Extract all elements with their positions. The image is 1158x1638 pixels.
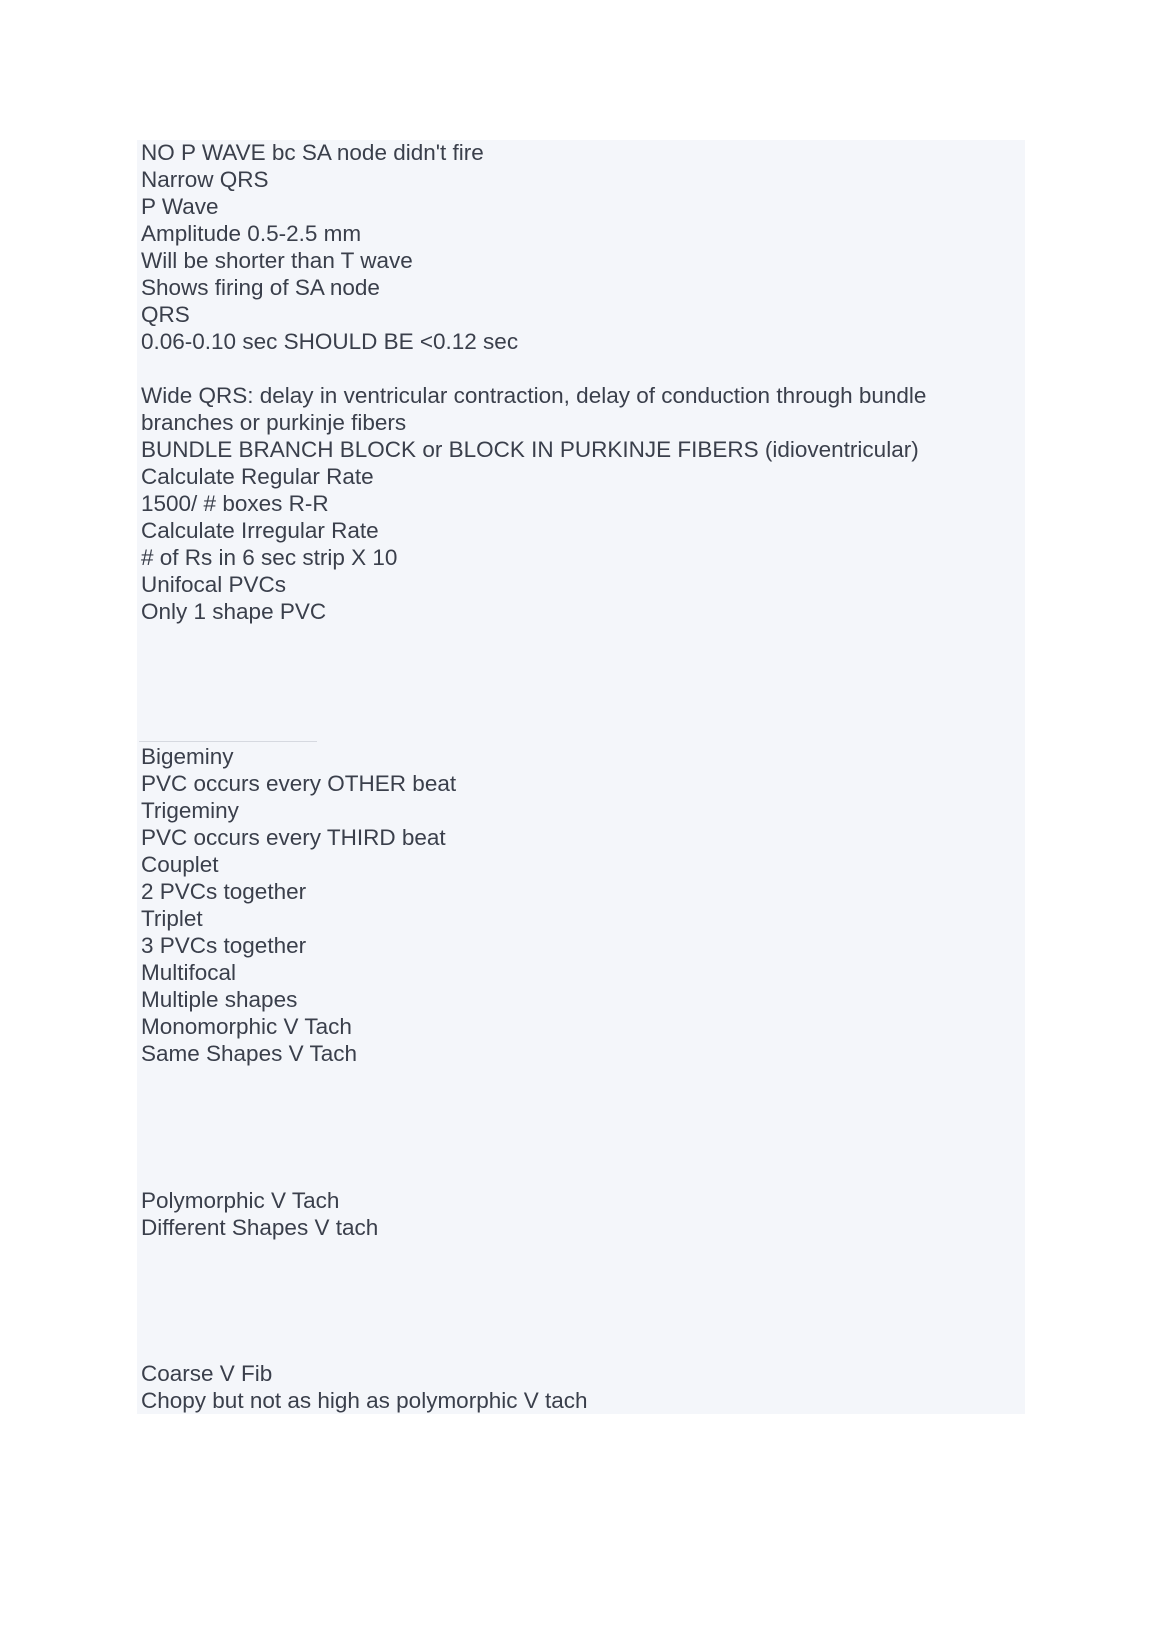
note-line: Unifocal PVCs [141, 572, 287, 597]
note-line: Coarse V Fib [141, 1361, 273, 1386]
note-line: PVC occurs every THIRD beat [141, 825, 446, 850]
note-line: Monomorphic V Tach [141, 1014, 352, 1039]
note-line: P Wave [141, 194, 219, 219]
note-line: 3 PVCs together [141, 933, 307, 958]
note-line: Multifocal [141, 960, 237, 985]
note-line: NO P WAVE bc SA node didn't fire [141, 140, 484, 165]
note-line: 2 PVCs together [141, 879, 307, 904]
note-line: Will be shorter than T wave [141, 248, 413, 273]
note-line: Only 1 shape PVC [141, 599, 327, 624]
note-line: PVC occurs every OTHER beat [141, 771, 457, 796]
note-line: Calculate Irregular Rate [141, 518, 379, 543]
note-line: QRS [141, 302, 190, 327]
note-line: Bigeminy [141, 744, 234, 769]
note-line: Trigeminy [141, 798, 239, 823]
note-line: Shows firing of SA node [141, 275, 380, 300]
note-line: # of Rs in 6 sec strip X 10 [141, 545, 398, 570]
note-line: BUNDLE BRANCH BLOCK or BLOCK IN PURKINJE FIBERS (idioventricular) [141, 437, 919, 462]
note-line: Couplet [141, 852, 219, 877]
note-line: 0.06-0.10 sec SHOULD BE <0.12 sec [141, 329, 519, 354]
note-line: Narrow QRS [141, 167, 269, 192]
note-line: Calculate Regular Rate [141, 464, 374, 489]
note-paragraph: Wide QRS: delay in ventricular contraction, delay of conduction through bundle branches or purkinje fibers [141, 383, 927, 435]
note-line: Chopy but not as high as polymorphic V tach [141, 1388, 588, 1413]
note-line: Polymorphic V Tach [141, 1188, 340, 1213]
divider-line [139, 741, 317, 742]
note-line: Amplitude 0.5-2.5 mm [141, 221, 362, 246]
note-line: Multiple shapes [141, 987, 298, 1012]
note-line: Triplet [141, 906, 203, 931]
note-line: 1500/ # boxes R-R [141, 491, 329, 516]
note-line: Same Shapes V Tach [141, 1041, 357, 1066]
note-line: Different Shapes V tach [141, 1215, 379, 1240]
